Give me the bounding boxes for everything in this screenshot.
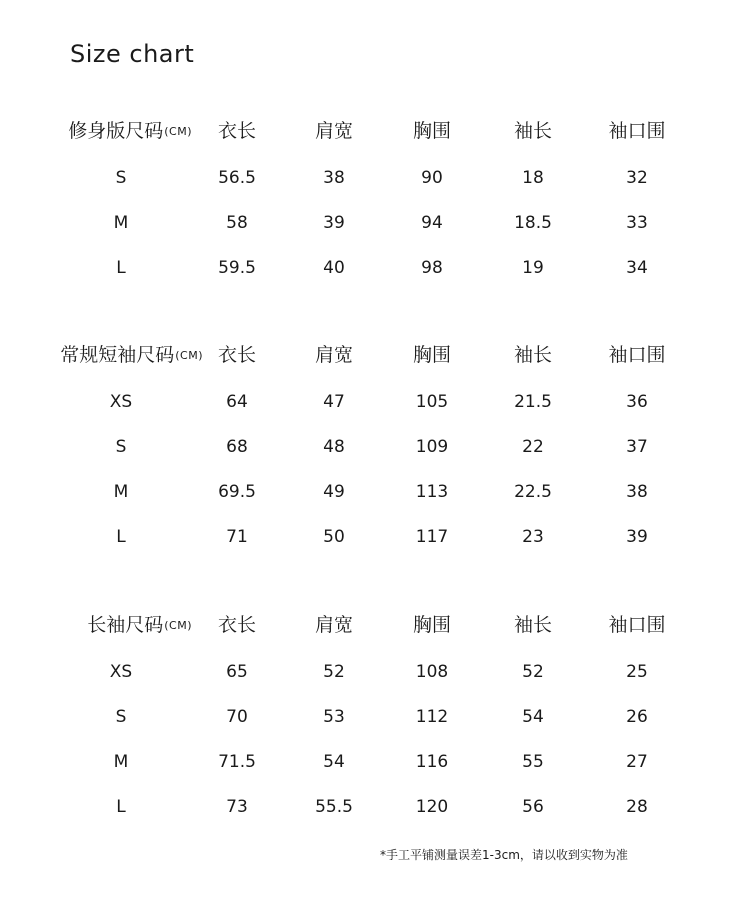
table-row <box>0 163 750 193</box>
sleeve-cell: 18 <box>522 168 544 188</box>
measurement-footnote: *手工平铺测量误差1-3cm，请以收到实物为准 <box>380 848 628 862</box>
column-header-length: 衣长 <box>217 120 257 142</box>
cuff-cell: 38 <box>626 482 648 502</box>
shoulder-cell: 53 <box>323 707 345 727</box>
table-row <box>0 477 750 507</box>
column-header-sleeve: 袖长 <box>513 344 553 366</box>
chest-cell: 116 <box>415 752 449 772</box>
shoulder-cell: 54 <box>323 752 345 772</box>
shoulder-cell: 55.5 <box>315 797 353 817</box>
column-header-cuff: 袖口围 <box>608 344 666 366</box>
sleeve-cell: 21.5 <box>514 392 552 412</box>
column-header-sleeve: 袖长 <box>513 614 553 636</box>
column-header-chest: 胸围 <box>412 120 452 142</box>
table-label: 长袖尺码(CM) <box>87 614 192 636</box>
column-header-chest: 胸围 <box>412 614 452 636</box>
size-cell: S <box>115 168 127 188</box>
chest-cell: 109 <box>415 437 449 457</box>
sleeve-cell: 56 <box>522 797 544 817</box>
table-header-row <box>0 340 750 370</box>
chest-cell: 112 <box>415 707 449 727</box>
unit-label: (CM) <box>175 349 203 362</box>
column-header-shoulder: 肩宽 <box>314 344 354 366</box>
length-cell: 58 <box>226 213 248 233</box>
cuff-cell: 28 <box>626 797 648 817</box>
length-cell: 70 <box>226 707 248 727</box>
chest-cell: 120 <box>415 797 449 817</box>
shoulder-cell: 39 <box>323 213 345 233</box>
cuff-cell: 25 <box>626 662 648 682</box>
size-cell: XS <box>109 662 133 682</box>
column-header-sleeve: 袖长 <box>513 120 553 142</box>
column-header-length: 衣长 <box>217 614 257 636</box>
chest-cell: 90 <box>421 168 443 188</box>
chest-cell: 113 <box>415 482 449 502</box>
column-header-shoulder: 肩宽 <box>314 120 354 142</box>
unit-label: (CM) <box>164 125 192 138</box>
shoulder-cell: 50 <box>323 527 345 547</box>
size-cell: M <box>113 752 129 772</box>
cuff-cell: 39 <box>626 527 648 547</box>
shoulder-cell: 40 <box>323 258 345 278</box>
sleeve-cell: 23 <box>522 527 544 547</box>
table-row <box>0 747 750 777</box>
table-row <box>0 702 750 732</box>
column-header-length: 衣长 <box>217 344 257 366</box>
shoulder-cell: 52 <box>323 662 345 682</box>
size-cell: L <box>116 797 126 817</box>
sleeve-cell: 54 <box>522 707 544 727</box>
length-cell: 73 <box>226 797 248 817</box>
size-cell: XS <box>109 392 133 412</box>
size-cell: S <box>115 707 127 727</box>
length-cell: 65 <box>226 662 248 682</box>
table-label: 常规短袖尺码(CM) <box>60 344 203 366</box>
chest-cell: 98 <box>421 258 443 278</box>
sleeve-cell: 52 <box>522 662 544 682</box>
shoulder-cell: 48 <box>323 437 345 457</box>
table-label: 修身版尺码(CM) <box>68 120 192 142</box>
chest-cell: 108 <box>415 662 449 682</box>
table-header-row <box>0 610 750 640</box>
length-cell: 64 <box>226 392 248 412</box>
table-row <box>0 253 750 283</box>
unit-label: (CM) <box>164 619 192 632</box>
page-title: Size chart <box>70 40 195 68</box>
table-row <box>0 657 750 687</box>
cuff-cell: 36 <box>626 392 648 412</box>
table-row <box>0 792 750 822</box>
cuff-cell: 34 <box>626 258 648 278</box>
chest-cell: 94 <box>421 213 443 233</box>
length-cell: 56.5 <box>218 168 256 188</box>
shoulder-cell: 47 <box>323 392 345 412</box>
size-cell: M <box>113 482 129 502</box>
column-header-chest: 胸围 <box>412 344 452 366</box>
sleeve-cell: 55 <box>522 752 544 772</box>
length-cell: 68 <box>226 437 248 457</box>
cuff-cell: 33 <box>626 213 648 233</box>
table-row <box>0 208 750 238</box>
shoulder-cell: 49 <box>323 482 345 502</box>
chest-cell: 105 <box>415 392 449 412</box>
length-cell: 59.5 <box>218 258 256 278</box>
size-cell: S <box>115 437 127 457</box>
sleeve-cell: 18.5 <box>514 213 552 233</box>
sleeve-cell: 22.5 <box>514 482 552 502</box>
column-header-cuff: 袖口围 <box>608 120 666 142</box>
column-header-shoulder: 肩宽 <box>314 614 354 636</box>
cuff-cell: 37 <box>626 437 648 457</box>
table-header-row <box>0 116 750 146</box>
size-cell: L <box>116 527 126 547</box>
column-header-cuff: 袖口围 <box>608 614 666 636</box>
sleeve-cell: 19 <box>522 258 544 278</box>
table-row <box>0 387 750 417</box>
table-row <box>0 432 750 462</box>
size-cell: L <box>116 258 126 278</box>
size-cell: M <box>113 213 129 233</box>
cuff-cell: 26 <box>626 707 648 727</box>
sleeve-cell: 22 <box>522 437 544 457</box>
chest-cell: 117 <box>415 527 449 547</box>
length-cell: 71 <box>226 527 248 547</box>
cuff-cell: 27 <box>626 752 648 772</box>
cuff-cell: 32 <box>626 168 648 188</box>
length-cell: 69.5 <box>218 482 256 502</box>
length-cell: 71.5 <box>218 752 256 772</box>
shoulder-cell: 38 <box>323 168 345 188</box>
table-row <box>0 522 750 552</box>
